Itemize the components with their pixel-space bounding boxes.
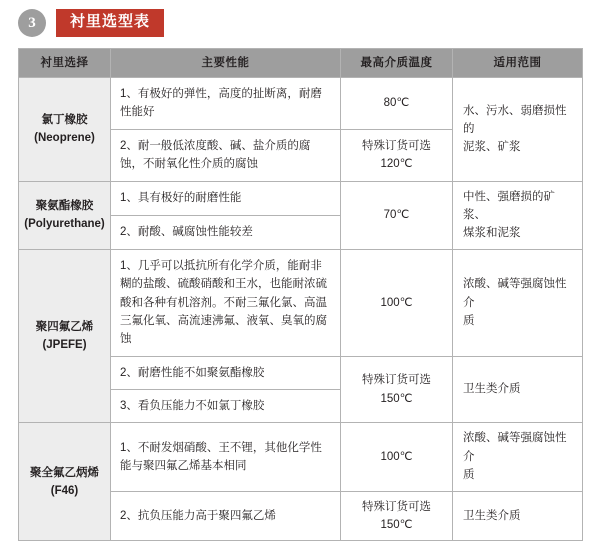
- performance-cell: 2、耐一般低浓度酸、碱、盐介质的腐蚀，不耐氧化性介质的腐蚀: [111, 129, 341, 181]
- table-header-row: [19, 49, 583, 78]
- lining-name-zh: 聚全氟乙炳烯: [30, 466, 99, 479]
- scope-line: 煤浆和泥浆: [463, 227, 521, 240]
- temperature-cell: [341, 129, 453, 181]
- scope-cell: [453, 491, 583, 541]
- scope-line: 中性、强磨损的矿浆、: [463, 190, 555, 221]
- temperature-cell: [341, 491, 453, 541]
- lining-cell-polyurethane: [19, 181, 111, 249]
- temperature-line: 70℃: [383, 208, 410, 221]
- performance-cell: 1、具有极好的耐磨性能: [111, 181, 341, 215]
- lining-cell-ptfe: [19, 249, 111, 423]
- scope-cell: [453, 78, 583, 182]
- scope-line: 卫生类介质: [463, 383, 521, 396]
- scope-line: 浓酸、碱等强腐蚀性介: [463, 432, 567, 463]
- scope-cell: [453, 356, 583, 423]
- lining-name-en: (JPEFE): [42, 339, 87, 352]
- performance-cell: 1、几乎可以抵抗所有化学介质，能耐非糊的盐酸、硫酸硝酸和王水，也能耐浓硫酸和各种有机溶剂。不耐三氟化氯、高温三氟化氧、高流速沸氟、液氧、臭氧的腐蚀: [111, 249, 341, 356]
- lining-selection-table: [18, 48, 583, 541]
- temperature-line: 100℃: [380, 296, 413, 309]
- section-number-badge: 3: [18, 9, 46, 37]
- performance-cell: 2、耐酸、碱腐蚀性能较差: [111, 215, 341, 249]
- temperature-line: 150℃: [380, 519, 413, 532]
- table-row: [19, 78, 583, 130]
- scope-line: 泥浆、矿浆: [463, 141, 521, 154]
- column-header-performance: 主要性能: [111, 49, 341, 78]
- temperature-cell: [341, 249, 453, 356]
- lining-name-zh: 聚氨酯橡胶: [35, 199, 94, 212]
- lining-cell-f46: [19, 423, 111, 541]
- performance-cell: 3、看负压能力不如氯丁橡胶: [111, 390, 341, 423]
- scope-line: 卫生类介质: [463, 509, 521, 522]
- table-row: [19, 423, 583, 491]
- performance-cell: 1、有极好的弹性，高度的扯断离，耐磨性能好: [111, 78, 341, 130]
- temperature-line: 80℃: [383, 97, 410, 110]
- scope-line: 水、污水、弱磨损性的: [463, 104, 567, 136]
- page-title: 衬里选型表: [56, 9, 164, 37]
- temperature-line: 特殊订货可选: [362, 139, 431, 152]
- performance-cell: 2、耐磨性能不如聚氨酯橡胶: [111, 356, 341, 389]
- temperature-line: 特殊订货可选: [362, 374, 431, 387]
- temperature-line: 150℃: [380, 392, 413, 405]
- lining-name-en: (F46): [50, 484, 79, 497]
- performance-cell: 1、不耐发烟硝酸、王不锂，其他化学性能与聚四氟乙烯基本相同: [111, 423, 341, 491]
- table-body: [19, 78, 583, 541]
- table-row: [19, 181, 583, 215]
- temperature-line: 特殊订货可选: [362, 500, 431, 513]
- table-row: [19, 249, 583, 356]
- section-header: [18, 8, 164, 38]
- lining-name-zh: 聚四氟乙烯: [35, 320, 94, 333]
- scope-cell: [453, 181, 583, 249]
- lining-name-en: (Polyurethane): [24, 218, 105, 231]
- lining-name-zh: 氯丁橡胶: [41, 113, 88, 126]
- table-header: [19, 49, 583, 78]
- temperature-cell: [341, 181, 453, 249]
- scope-cell: [453, 423, 583, 491]
- scope-line: 浓酸、碱等强腐蚀性介: [463, 278, 567, 309]
- temperature-line: 120℃: [380, 158, 413, 171]
- temperature-cell: [341, 423, 453, 491]
- scope-line: 质: [463, 469, 475, 482]
- temperature-cell: [341, 78, 453, 130]
- lining-name-en: (Neoprene): [34, 132, 95, 145]
- temperature-line: 100℃: [380, 450, 413, 463]
- scope-cell: [453, 249, 583, 356]
- column-header-lining: 衬里选择: [19, 49, 111, 78]
- performance-cell: 2、抗负压能力高于聚四氟乙烯: [111, 491, 341, 541]
- column-header-application-scope: 适用范围: [453, 49, 583, 78]
- scope-line: 质: [463, 314, 475, 327]
- column-header-max-temperature: 最高介质温度: [341, 49, 453, 78]
- temperature-cell: [341, 356, 453, 423]
- lining-cell-neoprene: [19, 78, 111, 182]
- lining-selection-table-wrapper: [18, 48, 582, 541]
